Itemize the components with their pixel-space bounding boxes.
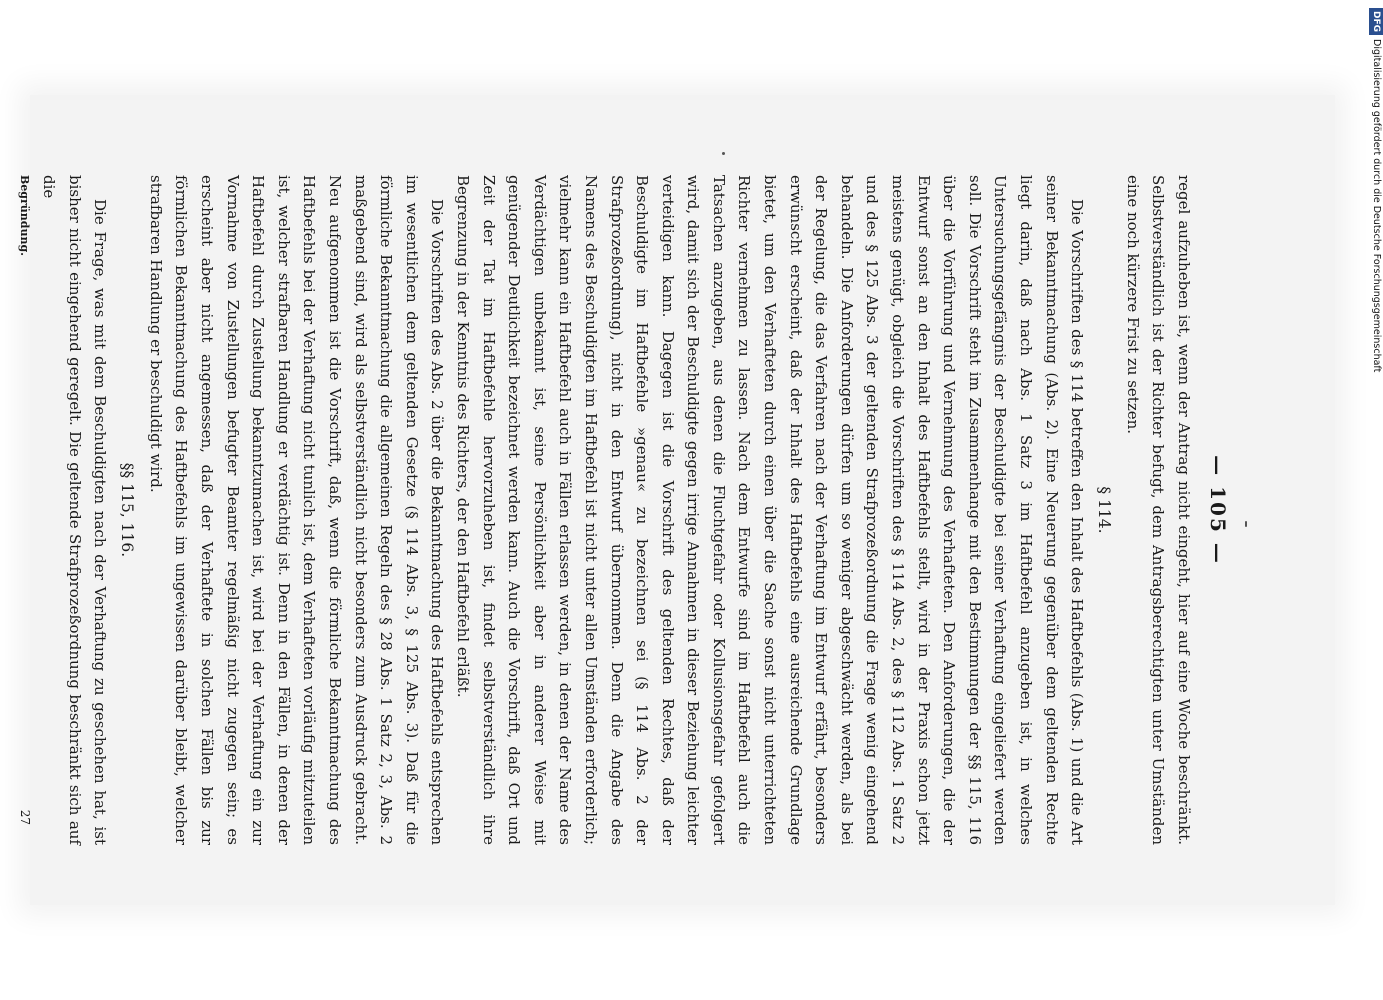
footer-signature-mark: Begründung.: [18, 175, 32, 256]
page-number-header: — 105 —: [1206, 455, 1230, 565]
paragraph-continuation: regel aufzuheben ist, wenn der Antrag nicht eingeht, hier auf eine Woche beschränkt. Selbstverständlich ist der Richter befugt, dem Antragsberechtigten unter Umständen eine noch kürzere Frist zu setzen.: [1123, 175, 1193, 845]
page-footer: [16, 175, 33, 845]
paragraph-section-114: Die Vorschriften des § 114 betreffen den Inhalt des Haftbefehls (Abs. 1) und die Art seiner Bekanntmachung (Abs. 2). Eine Neuerung gegenüber dem geltenden Rechte liegt darin, daß nach Abs. 1 Satz 3 im Haftbefehl anzugeben ist, in welches Untersuchungsgefängnis der Beschuldigte bei seiner Verhaftung eingeliefert werden soll. Die Vorschrift steht im Zusammenhange mit den Bestimmungen der §§ 115, 116 über die Vorführung und Vernehmung des Verhafteten. Den Anforderungen, die der Entwurf sonst an den Inhalt des Haftbefehls stellt, wird in der Praxis schon jetzt meistens genügt, obgleich die Vorschriften des § 114 Abs. 2, des § 112 Abs. 1 Satz 2 und des § 125 Abs. 3 der geltenden Strafprozeßordnung die Frage wenig eingehend behandeln. Die Anforderungen dürfen um so weniger abgeschwächt werden, als bei der Regelung, die das Verfahren nach der Verhaftung im Entwurf erfährt, besonders erwünscht erscheint, daß der Inhalt des Haftbefehls eine ausreichende Grundlage bietet, um den Verhafteten durch einen über die Sache sonst nicht unterrichteten Richter vernehmen zu lassen. Nach dem Entwurfe sind im Haftbefehl auch die Tatsachen anzugeben, aus denen die Fluchtgefahr oder Kollusionsgefahr gefolgert wird, damit sich der Beschuldigte gegen irrige Annahmen in dieser Beziehung leichter verteidigen kann. Dagegen ist die Vorschrift des geltenden Rechtes, daß der Beschuldigte im Haftbefehle »genau« zu bezeichnen sei (§ 114 Abs. 2 der Strafprozeßordnung), nicht in den Entwurf übernommen. Denn die Angabe des Namens des Beschuldigten im Haftbefehl ist nicht unter allen Umständen erforderlich; vielmehr kann ein Haftbefehl auch in Fällen erlassen werden, in denen der Name des Verdächtigen unbekannt ist, seine Persönlichkeit aber in anderer Weise mit genügender Deutlichkeit bezeichnet werden kann. Auch die Vorschrift, daß Ort und Zeit der Tat im Haftbefehle hervorzuheben ist, findet selbstverständlich ihre Begrenzung in der Kenntnis des Richters, der den Haftbefehl erläßt.: [453, 175, 1087, 845]
document-page: [18, 165, 1240, 855]
scan-speck: [1245, 521, 1247, 527]
credit-text: Digitalisierung gefördert durch die Deutsche Forschungsgemeinschaft: [1371, 39, 1382, 373]
paragraph-section-114-abs2: Die Vorschriften des Abs. 2 über die Bekanntmachung des Haftbefehls entsprechen im wesentlichen dem geltenden Gesetze (§ 114 Abs. 3, § 125 Abs. 3). Daß für die förmliche Bekanntmachung die allgemeinen Regeln des § 28 Abs. 1 Satz 2, 3, Abs. 2 maßgebend sind, wird als selbstverständlich nicht besonders zum Ausdruck gebracht. Neu aufgenommen ist die Vorschrift, daß, wenn die förmliche Bekanntmachung des Haftbefehls bei der Verhaftung nicht tunlich ist, dem Verhafteten vorläufig mitzuteilen ist, welcher strafbaren Handlung er verdächtig ist. Denn in den Fällen, in denen der Haftbefehl durch Zustellung bekanntzumachen ist, wird bei der Verhaftung ein zur Vornahme von Zustellungen befugter Beamter regelmäßig nicht zugegen sein; es erscheint aber nicht angemessen, daß der Verhaftete in solchen Fällen bis zur förmlichen Bekanntmachung des Haftbefehls im ungewissen darüber bleibt, welcher strafbaren Handlung er beschuldigt wird.: [146, 175, 447, 845]
digitization-credit: [1367, 8, 1383, 993]
paragraph-section-115-116: Die Frage, was mit dem Beschuldigten nach der Verhaftung zu geschehen hat, ist bisher nicht eingehend geregelt. Die geltende Strafprozeßordnung beschränkt sich auf die: [40, 175, 110, 845]
scan-speck: [722, 152, 725, 155]
footer-sheet-number: 27: [18, 809, 33, 825]
section-heading-114: § 114.: [1095, 486, 1114, 534]
dfg-logo-icon: DFG: [1369, 8, 1383, 35]
section-heading-115-116: §§ 115, 116.: [118, 462, 137, 558]
